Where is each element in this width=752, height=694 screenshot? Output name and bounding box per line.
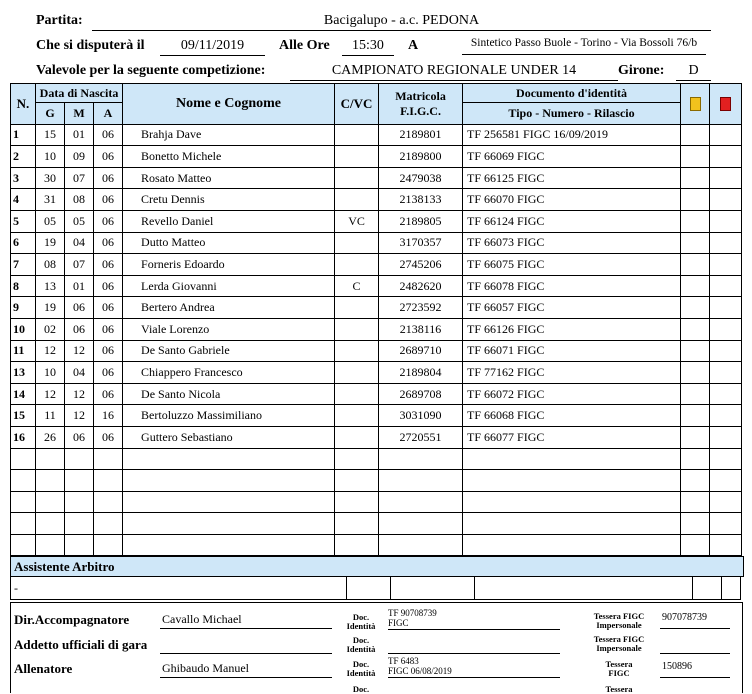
addetto-doc-label: Doc. Identità (346, 635, 376, 654)
empty-cell (463, 470, 681, 492)
player-cvc (335, 340, 379, 362)
empty-cell (65, 491, 94, 513)
empty-cell (65, 470, 94, 492)
empty-cell (11, 491, 36, 513)
empty-cell (11, 534, 36, 556)
player-number: 4 (11, 189, 36, 211)
yellow-card-cell (681, 383, 710, 405)
player-document: TF 66072 FIGC (463, 383, 681, 405)
player-matricola: 2720551 (379, 426, 463, 448)
allenatore-tessera-value: 150896 (660, 661, 730, 678)
birth-day: 31 (36, 189, 65, 211)
player-document: TF 66124 FIGC (463, 210, 681, 232)
player-name: De Santo Nicola (123, 383, 335, 405)
red-card-cell (710, 210, 742, 232)
table-row (11, 189, 742, 211)
player-cvc (335, 167, 379, 189)
empty-cell (681, 448, 710, 470)
empty-cell (463, 448, 681, 470)
player-number: 1 (11, 124, 36, 146)
player-cvc (335, 146, 379, 168)
table-row (11, 254, 742, 276)
table-row (11, 383, 742, 405)
empty-cell (379, 534, 463, 556)
player-number: 3 (11, 167, 36, 189)
red-card-cell (710, 167, 742, 189)
player-name: Brahja Dave (123, 124, 335, 146)
birth-year: 06 (94, 383, 123, 405)
birth-month: 06 (65, 297, 94, 319)
player-cvc (335, 297, 379, 319)
empty-cell (36, 491, 65, 513)
player-number: 5 (11, 210, 36, 232)
birth-day: 13 (36, 275, 65, 297)
table-row (11, 167, 742, 189)
addetto-tessera-label: Tessera FIGC Impersonale (593, 634, 645, 653)
table-row (11, 340, 742, 362)
player-cvc (335, 254, 379, 276)
player-document: TF 66126 FIGC (463, 318, 681, 340)
player-document: TF 66077 FIGC (463, 426, 681, 448)
yellow-card-icon (690, 97, 701, 111)
birth-year: 06 (94, 275, 123, 297)
player-number: 11 (11, 340, 36, 362)
table-row (11, 124, 742, 146)
competizione-label: Valevole per la seguente competizione: (36, 63, 266, 78)
birth-month: 07 (65, 167, 94, 189)
empty-cell (94, 513, 123, 535)
birth-month: 01 (65, 275, 94, 297)
birth-day: 19 (36, 232, 65, 254)
player-cvc (335, 189, 379, 211)
col-m: M (65, 103, 94, 125)
player-matricola: 2138116 (379, 318, 463, 340)
player-name: Revello Daniel (123, 210, 335, 232)
player-matricola: 3031090 (379, 405, 463, 427)
empty-cell (710, 470, 742, 492)
red-card-cell (710, 426, 742, 448)
birth-day: 05 (36, 210, 65, 232)
empty-cell (65, 513, 94, 535)
table-row (11, 405, 742, 427)
yellow-card-cell (681, 362, 710, 384)
col-matricola (379, 84, 463, 125)
empty-cell (335, 491, 379, 513)
dir-tessera-label: Tessera FIGC Impersonale (593, 611, 645, 630)
yellow-card-cell (681, 254, 710, 276)
player-cvc (335, 383, 379, 405)
player-matricola: 2723592 (379, 297, 463, 319)
col-a: A (94, 103, 123, 125)
player-matricola: 2189804 (379, 362, 463, 384)
empty-row (11, 491, 742, 513)
table-row (11, 318, 742, 340)
birth-day: 10 (36, 146, 65, 168)
addetto-doc-value (388, 632, 560, 654)
red-card-cell (710, 275, 742, 297)
yellow-card-cell (681, 426, 710, 448)
player-matricola: 2745206 (379, 254, 463, 276)
ore-value: 15:30 (342, 38, 394, 56)
player-name: Dutto Matteo (123, 232, 335, 254)
player-name: Forneris Edoardo (123, 254, 335, 276)
empty-cell (681, 470, 710, 492)
birth-day: 12 (36, 383, 65, 405)
col-documento: Documento d'identità (463, 84, 681, 103)
empty-cell (379, 448, 463, 470)
birth-day: 11 (36, 405, 65, 427)
empty-cell (463, 513, 681, 535)
empty-cell (681, 534, 710, 556)
birth-month: 06 (65, 426, 94, 448)
col-n: N. (11, 84, 36, 125)
assistente-cell (692, 576, 722, 600)
dir-doc-label: Doc. Identità (346, 612, 376, 631)
birth-day: 08 (36, 254, 65, 276)
player-name: Viale Lorenzo (123, 318, 335, 340)
empty-cell (11, 448, 36, 470)
yellow-card-cell (681, 405, 710, 427)
yellow-card-cell (681, 318, 710, 340)
birth-day: 02 (36, 318, 65, 340)
birth-day: 30 (36, 167, 65, 189)
red-card-cell (710, 362, 742, 384)
player-cvc: C (335, 275, 379, 297)
yellow-card-cell (681, 210, 710, 232)
red-card-cell (710, 340, 742, 362)
empty-cell (335, 513, 379, 535)
player-document: TF 66075 FIGC (463, 254, 681, 276)
empty-cell (463, 534, 681, 556)
birth-day: 19 (36, 297, 65, 319)
extra-tessera-label: Tessera (605, 684, 633, 694)
a-label: A (408, 38, 419, 53)
girone-value: D (676, 63, 711, 81)
red-card-cell (710, 232, 742, 254)
empty-cell (123, 534, 335, 556)
birth-year: 06 (94, 124, 123, 146)
empty-row (11, 534, 742, 556)
empty-row (11, 513, 742, 535)
player-document: TF 66069 FIGC (463, 146, 681, 168)
col-documento-sub: Tipo - Numero - Rilascio (463, 103, 681, 125)
empty-cell (94, 448, 123, 470)
col-data-nascita: Data di Nascita (36, 84, 123, 103)
empty-cell (681, 491, 710, 513)
partita-label: Partita: (36, 13, 83, 28)
data-value: 09/11/2019 (160, 38, 265, 56)
table-row (11, 146, 742, 168)
addetto-tessera-value (660, 637, 730, 654)
assistente-header: Assistente Arbitro (10, 556, 744, 577)
birth-month: 07 (65, 254, 94, 276)
birth-month: 12 (65, 405, 94, 427)
player-name: Guttero Sebastiano (123, 426, 335, 448)
player-matricola: 2689708 (379, 383, 463, 405)
empty-cell (36, 470, 65, 492)
assistente-value: - (10, 576, 347, 600)
red-card-cell (710, 318, 742, 340)
red-card-cell (710, 146, 742, 168)
red-card-cell (710, 383, 742, 405)
birth-month: 05 (65, 210, 94, 232)
empty-cell (335, 470, 379, 492)
player-matricola: 2138133 (379, 189, 463, 211)
player-matricola: 2479038 (379, 167, 463, 189)
assistente-cell (390, 576, 475, 600)
empty-cell (379, 491, 463, 513)
empty-cell (11, 513, 36, 535)
empty-cell (123, 448, 335, 470)
birth-day: 12 (36, 340, 65, 362)
empty-cell (710, 534, 742, 556)
red-card-icon (720, 97, 731, 111)
yellow-card-cell (681, 232, 710, 254)
player-cvc (335, 232, 379, 254)
col-red (710, 84, 742, 125)
allenatore-label: Allenatore (14, 661, 73, 676)
player-number: 2 (11, 146, 36, 168)
empty-cell (710, 448, 742, 470)
birth-year: 06 (94, 340, 123, 362)
player-document: TF 66071 FIGC (463, 340, 681, 362)
birth-month: 08 (65, 189, 94, 211)
empty-cell (335, 534, 379, 556)
player-matricola: 2189800 (379, 146, 463, 168)
yellow-card-cell (681, 189, 710, 211)
player-name: Bonetto Michele (123, 146, 335, 168)
empty-cell (463, 491, 681, 513)
assistente-cell (721, 576, 741, 600)
player-number: 7 (11, 254, 36, 276)
player-cvc (335, 405, 379, 427)
player-cvc (335, 318, 379, 340)
birth-year: 06 (94, 167, 123, 189)
yellow-card-cell (681, 340, 710, 362)
empty-cell (11, 470, 36, 492)
empty-cell (94, 534, 123, 556)
dir-tessera-value: 907078739 (660, 612, 730, 629)
table-row (11, 426, 742, 448)
player-document: TF 66068 FIGC (463, 405, 681, 427)
red-card-cell (710, 297, 742, 319)
data-label: Che si disputerà il (36, 38, 145, 53)
birth-year: 06 (94, 426, 123, 448)
player-matricola: 2482620 (379, 275, 463, 297)
player-matricola: 2189805 (379, 210, 463, 232)
player-cvc (335, 362, 379, 384)
player-name: De Santo Gabriele (123, 340, 335, 362)
red-card-cell (710, 189, 742, 211)
birth-year: 06 (94, 362, 123, 384)
red-card-cell (710, 405, 742, 427)
birth-year: 06 (94, 146, 123, 168)
empty-cell (379, 470, 463, 492)
player-matricola: 2689710 (379, 340, 463, 362)
red-card-cell (710, 254, 742, 276)
addetto-label: Addetto ufficiali di gara (14, 637, 148, 652)
player-name: Cretu Dennis (123, 189, 335, 211)
birth-month: 04 (65, 362, 94, 384)
birth-month: 06 (65, 318, 94, 340)
birth-month: 09 (65, 146, 94, 168)
birth-year: 06 (94, 232, 123, 254)
empty-row (11, 448, 742, 470)
table-row (11, 210, 742, 232)
player-number: 14 (11, 383, 36, 405)
empty-cell (710, 513, 742, 535)
empty-cell (94, 470, 123, 492)
empty-cell (94, 491, 123, 513)
dir-label: Dir.Accompagnatore (14, 612, 130, 627)
birth-year: 06 (94, 189, 123, 211)
girone-label: Girone: (618, 63, 665, 78)
allenatore-doc-value: TF 6483 FIGC 06/08/2019 (388, 656, 560, 678)
col-matricola-2: F.I.G.C. (400, 103, 441, 118)
empty-cell (681, 513, 710, 535)
player-number: 16 (11, 426, 36, 448)
allenatore-name: Ghibaudo Manuel (160, 661, 332, 678)
ore-label: Alle Ore (279, 38, 330, 53)
dir-name: Cavallo Michael (160, 612, 332, 629)
player-document: TF 77162 FIGC (463, 362, 681, 384)
player-name: Chiappero Francesco (123, 362, 335, 384)
empty-cell (36, 448, 65, 470)
col-g: G (36, 103, 65, 125)
empty-cell (335, 448, 379, 470)
empty-cell (36, 513, 65, 535)
empty-cell (123, 513, 335, 535)
empty-cell (65, 534, 94, 556)
player-name: Lerda Giovanni (123, 275, 335, 297)
player-number: 6 (11, 232, 36, 254)
empty-cell (379, 513, 463, 535)
player-name: Bertero Andrea (123, 297, 335, 319)
empty-cell (123, 491, 335, 513)
birth-year: 06 (94, 210, 123, 232)
yellow-card-cell (681, 275, 710, 297)
player-number: 13 (11, 362, 36, 384)
partita-value: Bacigalupo - a.c. PEDONA (92, 13, 711, 31)
empty-row (11, 470, 742, 492)
player-name: Rosato Matteo (123, 167, 335, 189)
player-cvc (335, 426, 379, 448)
yellow-card-cell (681, 146, 710, 168)
assistente-cell (346, 576, 391, 600)
birth-day: 10 (36, 362, 65, 384)
addetto-name (160, 637, 332, 654)
player-number: 10 (11, 318, 36, 340)
birth-day: 15 (36, 124, 65, 146)
birth-month: 12 (65, 340, 94, 362)
player-name: Bertoluzzo Massimiliano (123, 405, 335, 427)
col-matricola-1: Matricola (395, 88, 446, 103)
allenatore-tessera-label: Tessera FIGC (605, 659, 633, 678)
assistente-cell (474, 576, 693, 600)
player-number: 9 (11, 297, 36, 319)
table-row (11, 232, 742, 254)
table-row (11, 362, 742, 384)
player-matricola: 3170357 (379, 232, 463, 254)
extra-doc-label: Doc. (352, 684, 370, 694)
luogo-value: Sintetico Passo Buole - Torino - Via Bossoli 76/b (462, 37, 706, 55)
empty-cell (36, 534, 65, 556)
yellow-card-cell (681, 167, 710, 189)
player-document: TF 66070 FIGC (463, 189, 681, 211)
competizione-value: CAMPIONATO REGIONALE UNDER 14 (290, 63, 618, 81)
empty-cell (710, 491, 742, 513)
player-document: TF 66078 FIGC (463, 275, 681, 297)
birth-year: 06 (94, 297, 123, 319)
birth-year: 06 (94, 318, 123, 340)
allenatore-doc-label: Doc. Identità (346, 659, 376, 678)
table-row (11, 275, 742, 297)
empty-cell (65, 448, 94, 470)
birth-year: 16 (94, 405, 123, 427)
player-document: TF 66057 FIGC (463, 297, 681, 319)
col-nome: Nome e Cognome (123, 84, 335, 125)
birth-month: 01 (65, 124, 94, 146)
player-document: TF 66125 FIGC (463, 167, 681, 189)
player-cvc: VC (335, 210, 379, 232)
birth-year: 06 (94, 254, 123, 276)
empty-cell (123, 470, 335, 492)
player-number: 8 (11, 275, 36, 297)
roster-table (10, 83, 742, 556)
player-number: 15 (11, 405, 36, 427)
player-cvc (335, 124, 379, 146)
player-document: TF 66073 FIGC (463, 232, 681, 254)
yellow-card-cell (681, 124, 710, 146)
table-row (11, 297, 742, 319)
yellow-card-cell (681, 297, 710, 319)
red-card-cell (710, 124, 742, 146)
dir-doc-value: TF 90708739 FIGC (388, 608, 560, 630)
player-document: TF 256581 FIGC 16/09/2019 (463, 124, 681, 146)
assistente-row (10, 576, 741, 600)
player-matricola: 2189801 (379, 124, 463, 146)
col-yellow (681, 84, 710, 125)
birth-day: 26 (36, 426, 65, 448)
birth-month: 12 (65, 383, 94, 405)
birth-month: 04 (65, 232, 94, 254)
col-cvc: C/VC (335, 84, 379, 125)
